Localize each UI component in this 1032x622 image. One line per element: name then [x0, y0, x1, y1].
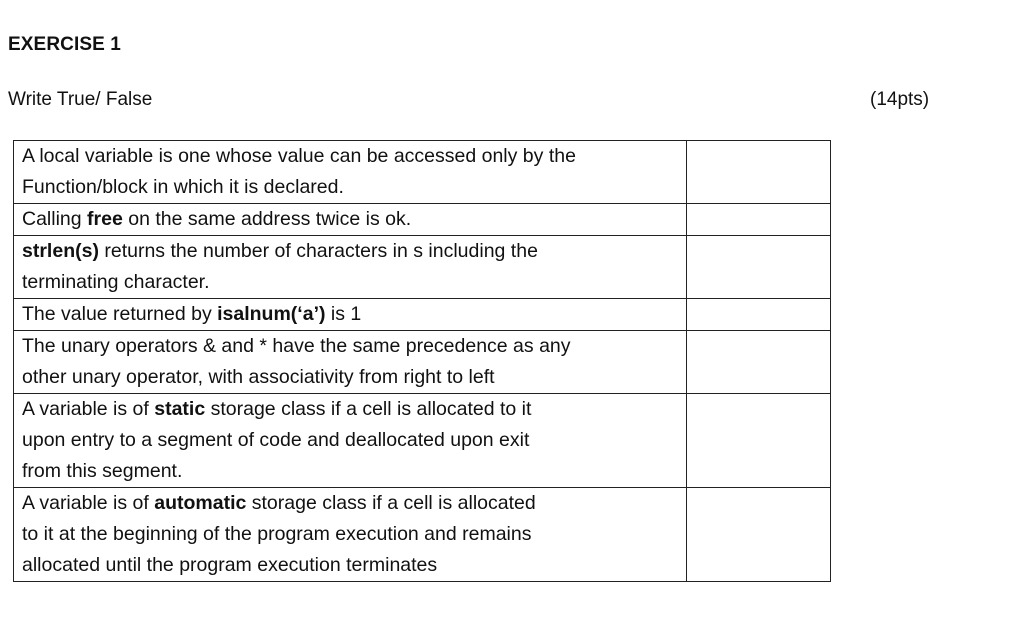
answer-cell[interactable] — [687, 236, 831, 299]
answer-cell[interactable] — [687, 488, 831, 582]
statement-cell — [14, 299, 687, 331]
statement-line — [22, 204, 680, 235]
statement-text: from this segment. — [22, 460, 183, 482]
statement-keyword: static — [154, 398, 206, 420]
statement-row — [14, 236, 831, 299]
points-label: (14pts) — [870, 89, 930, 110]
statement-text: allocated until the program execution terminates — [22, 554, 438, 576]
statement-text: other unary operator, with associativity from right to left — [22, 366, 495, 388]
statement-text: on the same address twice is ok. — [122, 208, 412, 230]
statement-text: terminating character. — [22, 271, 210, 293]
statement-line — [22, 141, 680, 172]
statement-text: storage class if a cell is allocated — [246, 492, 536, 514]
statement-text: A variable is of — [22, 492, 155, 514]
statement-text: The unary operators & and * have the same precedence as any — [22, 335, 571, 357]
answer-cell[interactable] — [687, 299, 831, 331]
statement-line — [22, 519, 680, 550]
statement-row — [14, 299, 831, 331]
statement-line — [22, 394, 680, 425]
statement-cell — [14, 331, 687, 394]
answer-cell[interactable] — [687, 331, 831, 394]
statement-keyword: free — [87, 208, 123, 230]
statement-cell — [14, 488, 687, 582]
statement-row — [14, 204, 831, 236]
statement-row — [14, 488, 831, 582]
statement-text: Calling — [22, 208, 88, 230]
statement-line — [22, 267, 680, 298]
statement-line — [22, 172, 680, 203]
statement-line — [22, 299, 680, 330]
statement-cell — [14, 141, 687, 204]
statement-text: storage class if a cell is allocated to it — [205, 398, 532, 420]
answer-cell[interactable] — [687, 204, 831, 236]
true-false-table-body — [14, 141, 831, 582]
statement-keyword: isalnum(‘a’) — [217, 303, 326, 325]
statement-keyword: automatic — [154, 492, 247, 514]
exercise-title: EXERCISE 1 — [8, 34, 121, 55]
answer-cell[interactable] — [687, 394, 831, 488]
statement-text: A variable is of — [22, 398, 155, 420]
statement-text: returns the number of characters in s including the — [98, 240, 538, 262]
true-false-table — [13, 140, 831, 582]
statement-line — [22, 236, 680, 267]
statement-text: The value returned by — [22, 303, 218, 325]
statement-cell — [14, 204, 687, 236]
statement-line — [22, 456, 680, 487]
answer-cell[interactable] — [687, 141, 831, 204]
statement-keyword: strlen(s) — [22, 240, 99, 262]
statement-text: is 1 — [325, 303, 362, 325]
statement-text: upon entry to a segment of code and deallocated upon exit — [22, 429, 530, 451]
statement-line — [22, 488, 680, 519]
statement-row — [14, 394, 831, 488]
statement-row — [14, 141, 831, 204]
statement-text: Function/block in which it is declared. — [22, 176, 344, 198]
statement-line — [22, 425, 680, 456]
instruction-text: Write True/ False — [8, 89, 153, 110]
statement-line — [22, 550, 680, 581]
statement-text: to it at the beginning of the program execution and remains — [22, 523, 532, 545]
statement-text: A local variable is one whose value can be accessed only by the — [22, 145, 576, 167]
statement-line — [22, 362, 680, 393]
statement-cell — [14, 394, 687, 488]
statement-cell — [14, 236, 687, 299]
statement-line — [22, 331, 680, 362]
statement-row — [14, 331, 831, 394]
